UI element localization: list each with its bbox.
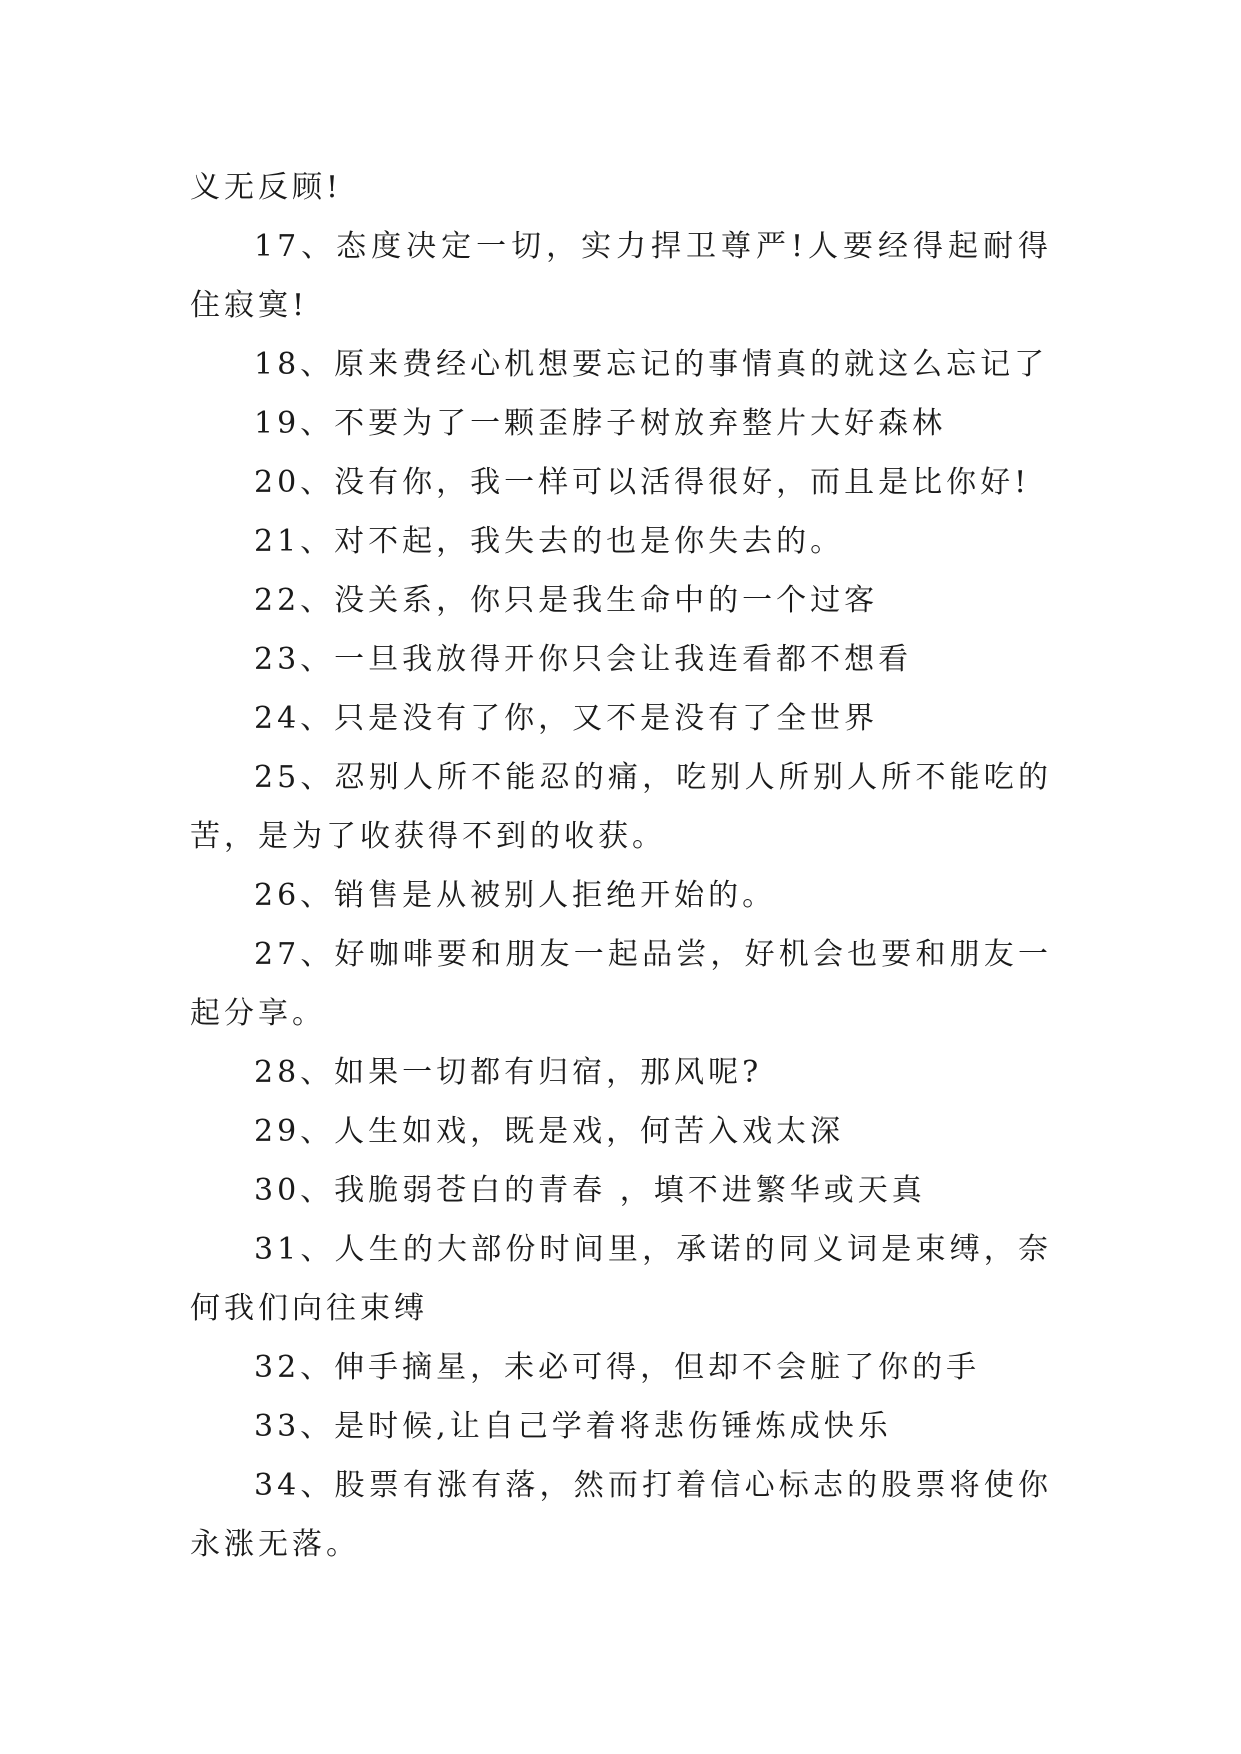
paragraph-34: 34、股票有涨有落，然而打着信心标志的股票将使你永涨无落。 [190, 1468, 1052, 1562]
paragraph-17: 17、态度决定一切，实力捍卫尊严!人要经得起耐得住寂寞! [190, 229, 1052, 323]
paragraph-29: 29、人生如戏，既是戏，何苦入戏太深 [254, 1114, 845, 1149]
document-body [190, 158, 1052, 1574]
paragraph-19: 19、不要为了一颗歪脖子树放弃整片大好森林 [254, 406, 947, 441]
paragraph-30: 30、我脆弱苍白的青春 ，填不进繁华或天真 [254, 1173, 926, 1208]
paragraph-31: 31、人生的大部份时间里，承诺的同义词是束缚，奈何我们向往束缚 [190, 1232, 1052, 1326]
paragraph-27: 27、好咖啡要和朋友一起品尝，好机会也要和朋友一起分享。 [190, 937, 1052, 1031]
paragraph-25: 25、忍别人所不能忍的痛，吃别人所别人所不能吃的苦，是为了收获得不到的收获。 [190, 760, 1052, 854]
paragraph-20: 20、没有你，我一样可以活得很好，而且是比你好! [254, 465, 1031, 500]
paragraph-32: 32、伸手摘星，未必可得，但却不会脏了你的手 [254, 1350, 981, 1385]
paragraph-22: 22、没关系，你只是我生命中的一个过客 [254, 583, 879, 618]
paragraph-33: 33、是时候,让自己学着将悲伤锤炼成快乐 [254, 1409, 892, 1444]
paragraph-24: 24、只是没有了你，又不是没有了全世界 [254, 701, 879, 736]
paragraph-23: 23、一旦我放得开你只会让我连看都不想看 [254, 642, 913, 677]
paragraph-continuation: 义无反顾! [190, 170, 343, 205]
paragraph-26: 26、销售是从被别人拒绝开始的。 [254, 878, 777, 913]
paragraph-18: 18、原来费经心机想要忘记的事情真的就这么忘记了 [254, 347, 1049, 382]
paragraph-28: 28、如果一切都有归宿，那风呢? [254, 1055, 763, 1090]
paragraph-21: 21、对不起，我失去的也是你失去的。 [254, 524, 845, 559]
